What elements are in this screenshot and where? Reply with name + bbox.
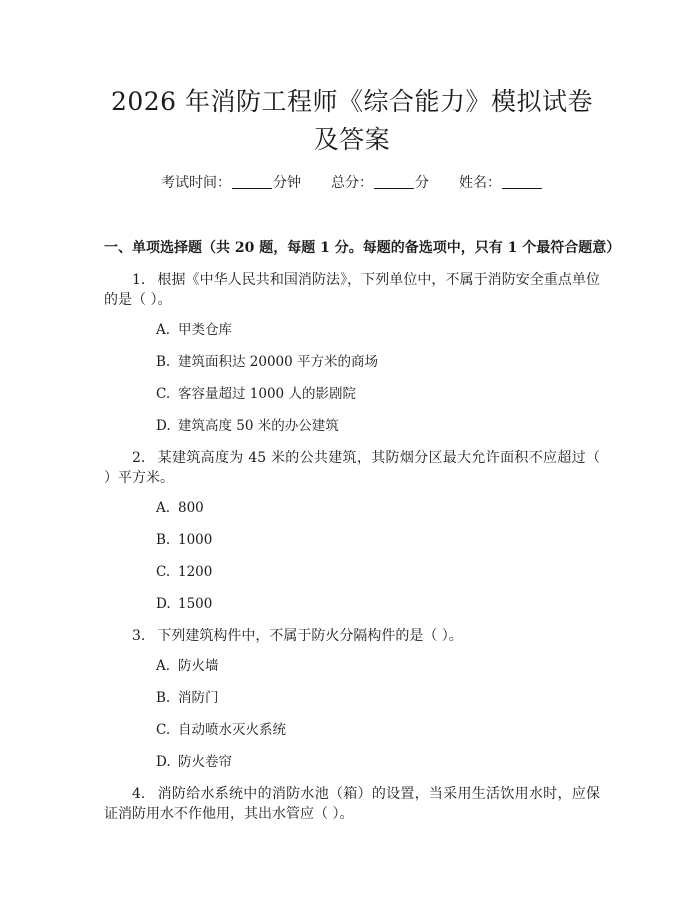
- option-c: C. 1200: [156, 564, 213, 580]
- option-list: [104, 498, 600, 614]
- option-b: B. 建筑面积达 20000 平方米的商场: [156, 354, 379, 370]
- question-number: 1.: [132, 272, 146, 288]
- question-text: 根据《中华人民共和国消防法》，下列单位中，不属于消防安全重点单位的是（ ）。: [104, 272, 600, 308]
- option-a: A. 甲类仓库: [156, 322, 232, 338]
- option-d: D. 1500: [156, 596, 213, 612]
- section-title: 一、单项选择题（共 20 题，每题 1 分。每题的备选项中，只有 1 个最符合题意）: [104, 240, 621, 256]
- question-2: [104, 448, 600, 614]
- question-stem: [104, 270, 600, 310]
- score-label: 总分：: [331, 175, 373, 191]
- exam-title: 2026 年消防工程师《综合能力》模拟试卷及答案: [110, 87, 594, 154]
- option-b: B. 消防门: [156, 690, 219, 706]
- time-unit: 分钟: [273, 175, 301, 191]
- question-stem: [104, 626, 600, 646]
- option-list: [104, 656, 600, 772]
- score-unit: 分: [415, 175, 429, 191]
- question-stem: [104, 784, 600, 824]
- question-3: [104, 626, 600, 772]
- exam-meta: [104, 173, 600, 193]
- score-blank: [374, 174, 414, 189]
- option-c: C. 客容量超过 1000 人的影剧院: [156, 386, 356, 402]
- time-blank: [232, 174, 272, 189]
- question-number: 4.: [132, 786, 146, 802]
- question-1: [104, 270, 600, 436]
- option-b: B. 1000: [156, 532, 213, 548]
- option-list: [104, 320, 600, 436]
- option-a: A. 防火墙: [156, 658, 219, 674]
- question-text: 下列建筑构件中，不属于防火分隔构件的是（ ）。: [157, 628, 463, 644]
- option-c: C. 自动喷水灭火系统: [156, 722, 286, 738]
- option-d: D. 建筑高度 50 米的办公建筑: [156, 418, 339, 434]
- name-label: 姓名：: [459, 175, 501, 191]
- question-4: [104, 784, 600, 824]
- question-number: 3.: [132, 628, 146, 644]
- question-text: 某建筑高度为 45 米的公共建筑，其防烟分区最大允许面积不应超过（ ）平方米。: [104, 450, 600, 486]
- option-a: A. 800: [156, 500, 204, 516]
- name-blank: [502, 174, 542, 189]
- question-text: 消防给水系统中的消防水池（箱）的设置，当采用生活饮用水时，应保证消防用水不作他用，其出水管应（ ）。: [104, 786, 600, 822]
- option-d: D. 防火卷帘: [156, 754, 232, 770]
- question-stem: [104, 448, 600, 488]
- question-number: 2.: [132, 450, 146, 466]
- time-label: 考试时间：: [161, 175, 231, 191]
